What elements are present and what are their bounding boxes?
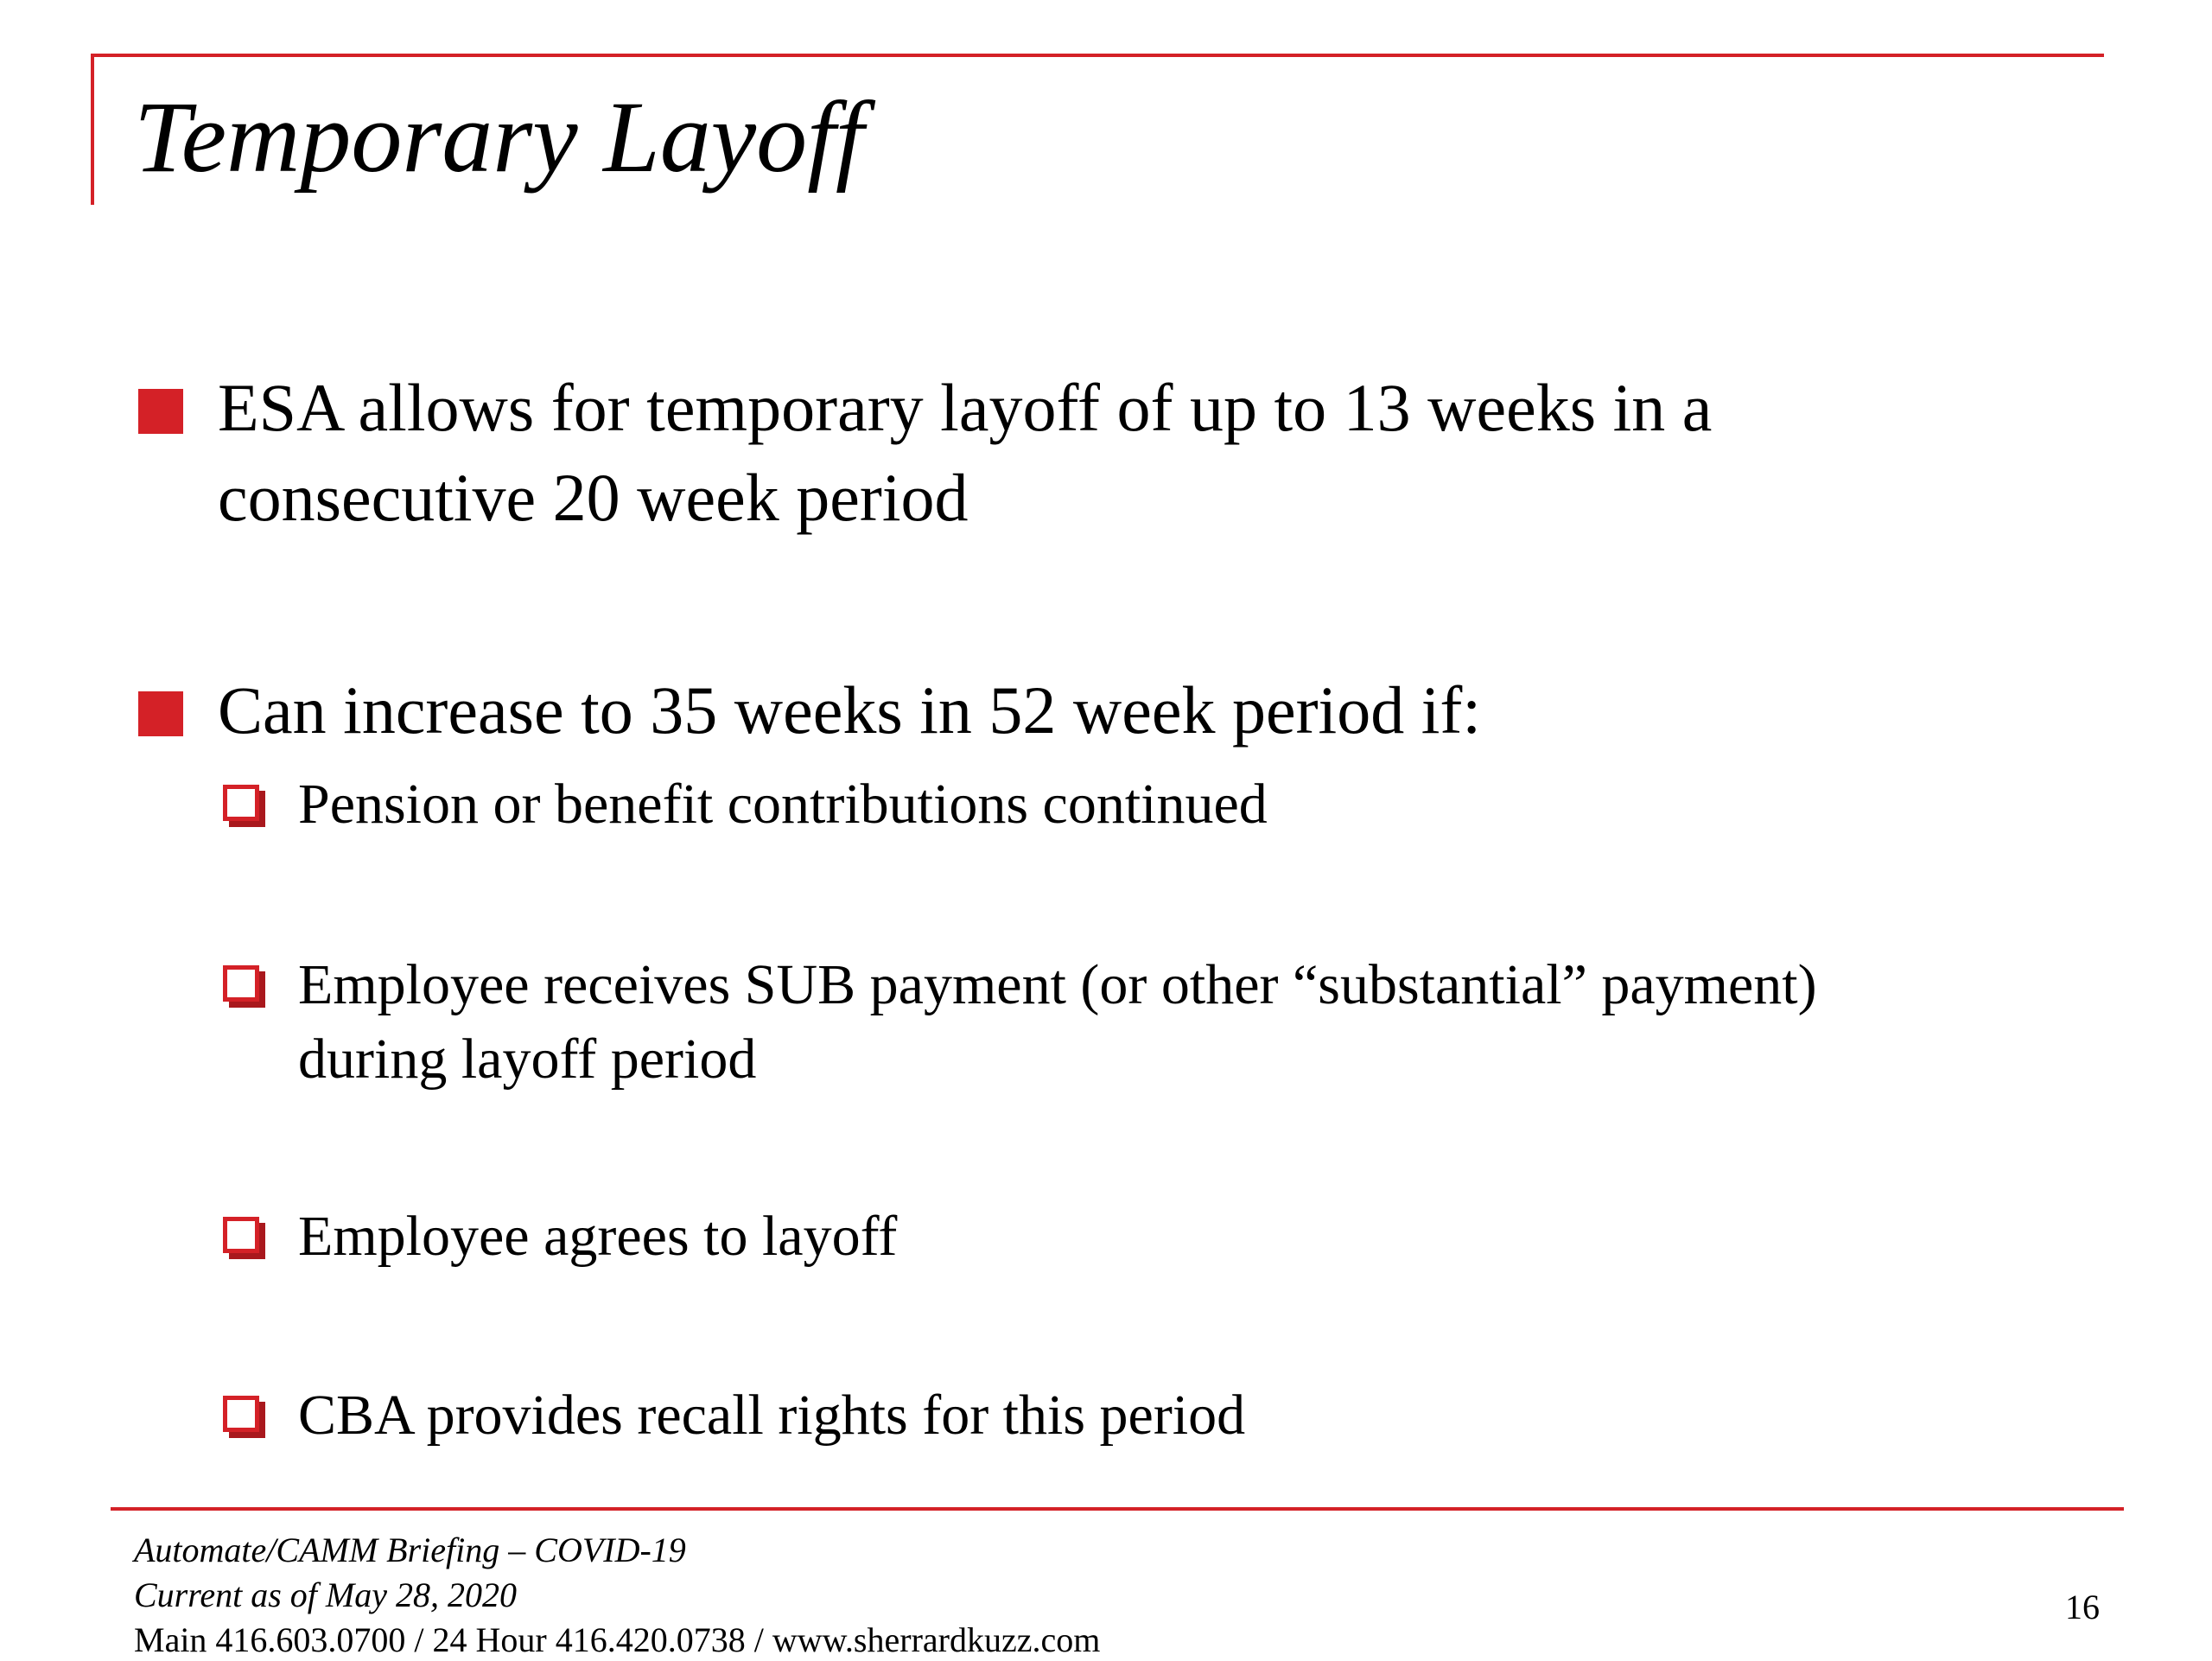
bullet-1-line-1: ESA allows for temporary layoff of up to 13 weeks in a bbox=[218, 370, 1713, 445]
sub-item-2-line-2: during layoff period bbox=[298, 1028, 757, 1091]
title-frame-left-rule bbox=[91, 54, 94, 205]
title-frame-top-rule bbox=[91, 54, 2104, 57]
sub-item-3-line-1: Employee agrees to layoff bbox=[298, 1205, 898, 1268]
sub-item-2-line-1: Employee receives SUB payment (or other “substantial” payment) bbox=[298, 953, 1817, 1016]
footer-current-date: Current as of May 28, 2020 bbox=[134, 1575, 517, 1614]
hollow-square-bullet-icon bbox=[223, 1217, 259, 1253]
filled-square-bullet-icon bbox=[138, 691, 183, 736]
page-number: 16 bbox=[2065, 1588, 2100, 1626]
sub-item-4-line-1: CBA provides recall rights for this period bbox=[298, 1384, 1246, 1447]
bullet-2-line-1: Can increase to 35 weeks in 52 week period if: bbox=[218, 672, 1482, 748]
sub-item-1-line-1: Pension or benefit contributions continued bbox=[298, 773, 1268, 836]
hollow-square-bullet-icon bbox=[223, 965, 259, 1002]
footer-rule bbox=[111, 1507, 2124, 1511]
slide-title: Temporary Layoff bbox=[134, 80, 864, 194]
footer-contact: Main 416.603.0700 / 24 Hour 416.420.0738 / www.sherrardkuzz.com bbox=[134, 1620, 1101, 1659]
filled-square-bullet-icon bbox=[138, 389, 183, 434]
footer-briefing: Automate/CAMM Briefing – COVID-19 bbox=[134, 1531, 686, 1569]
bullet-1-line-2: consecutive 20 week period bbox=[218, 460, 969, 535]
hollow-square-bullet-icon bbox=[223, 1396, 259, 1432]
hollow-square-bullet-icon bbox=[223, 785, 259, 821]
